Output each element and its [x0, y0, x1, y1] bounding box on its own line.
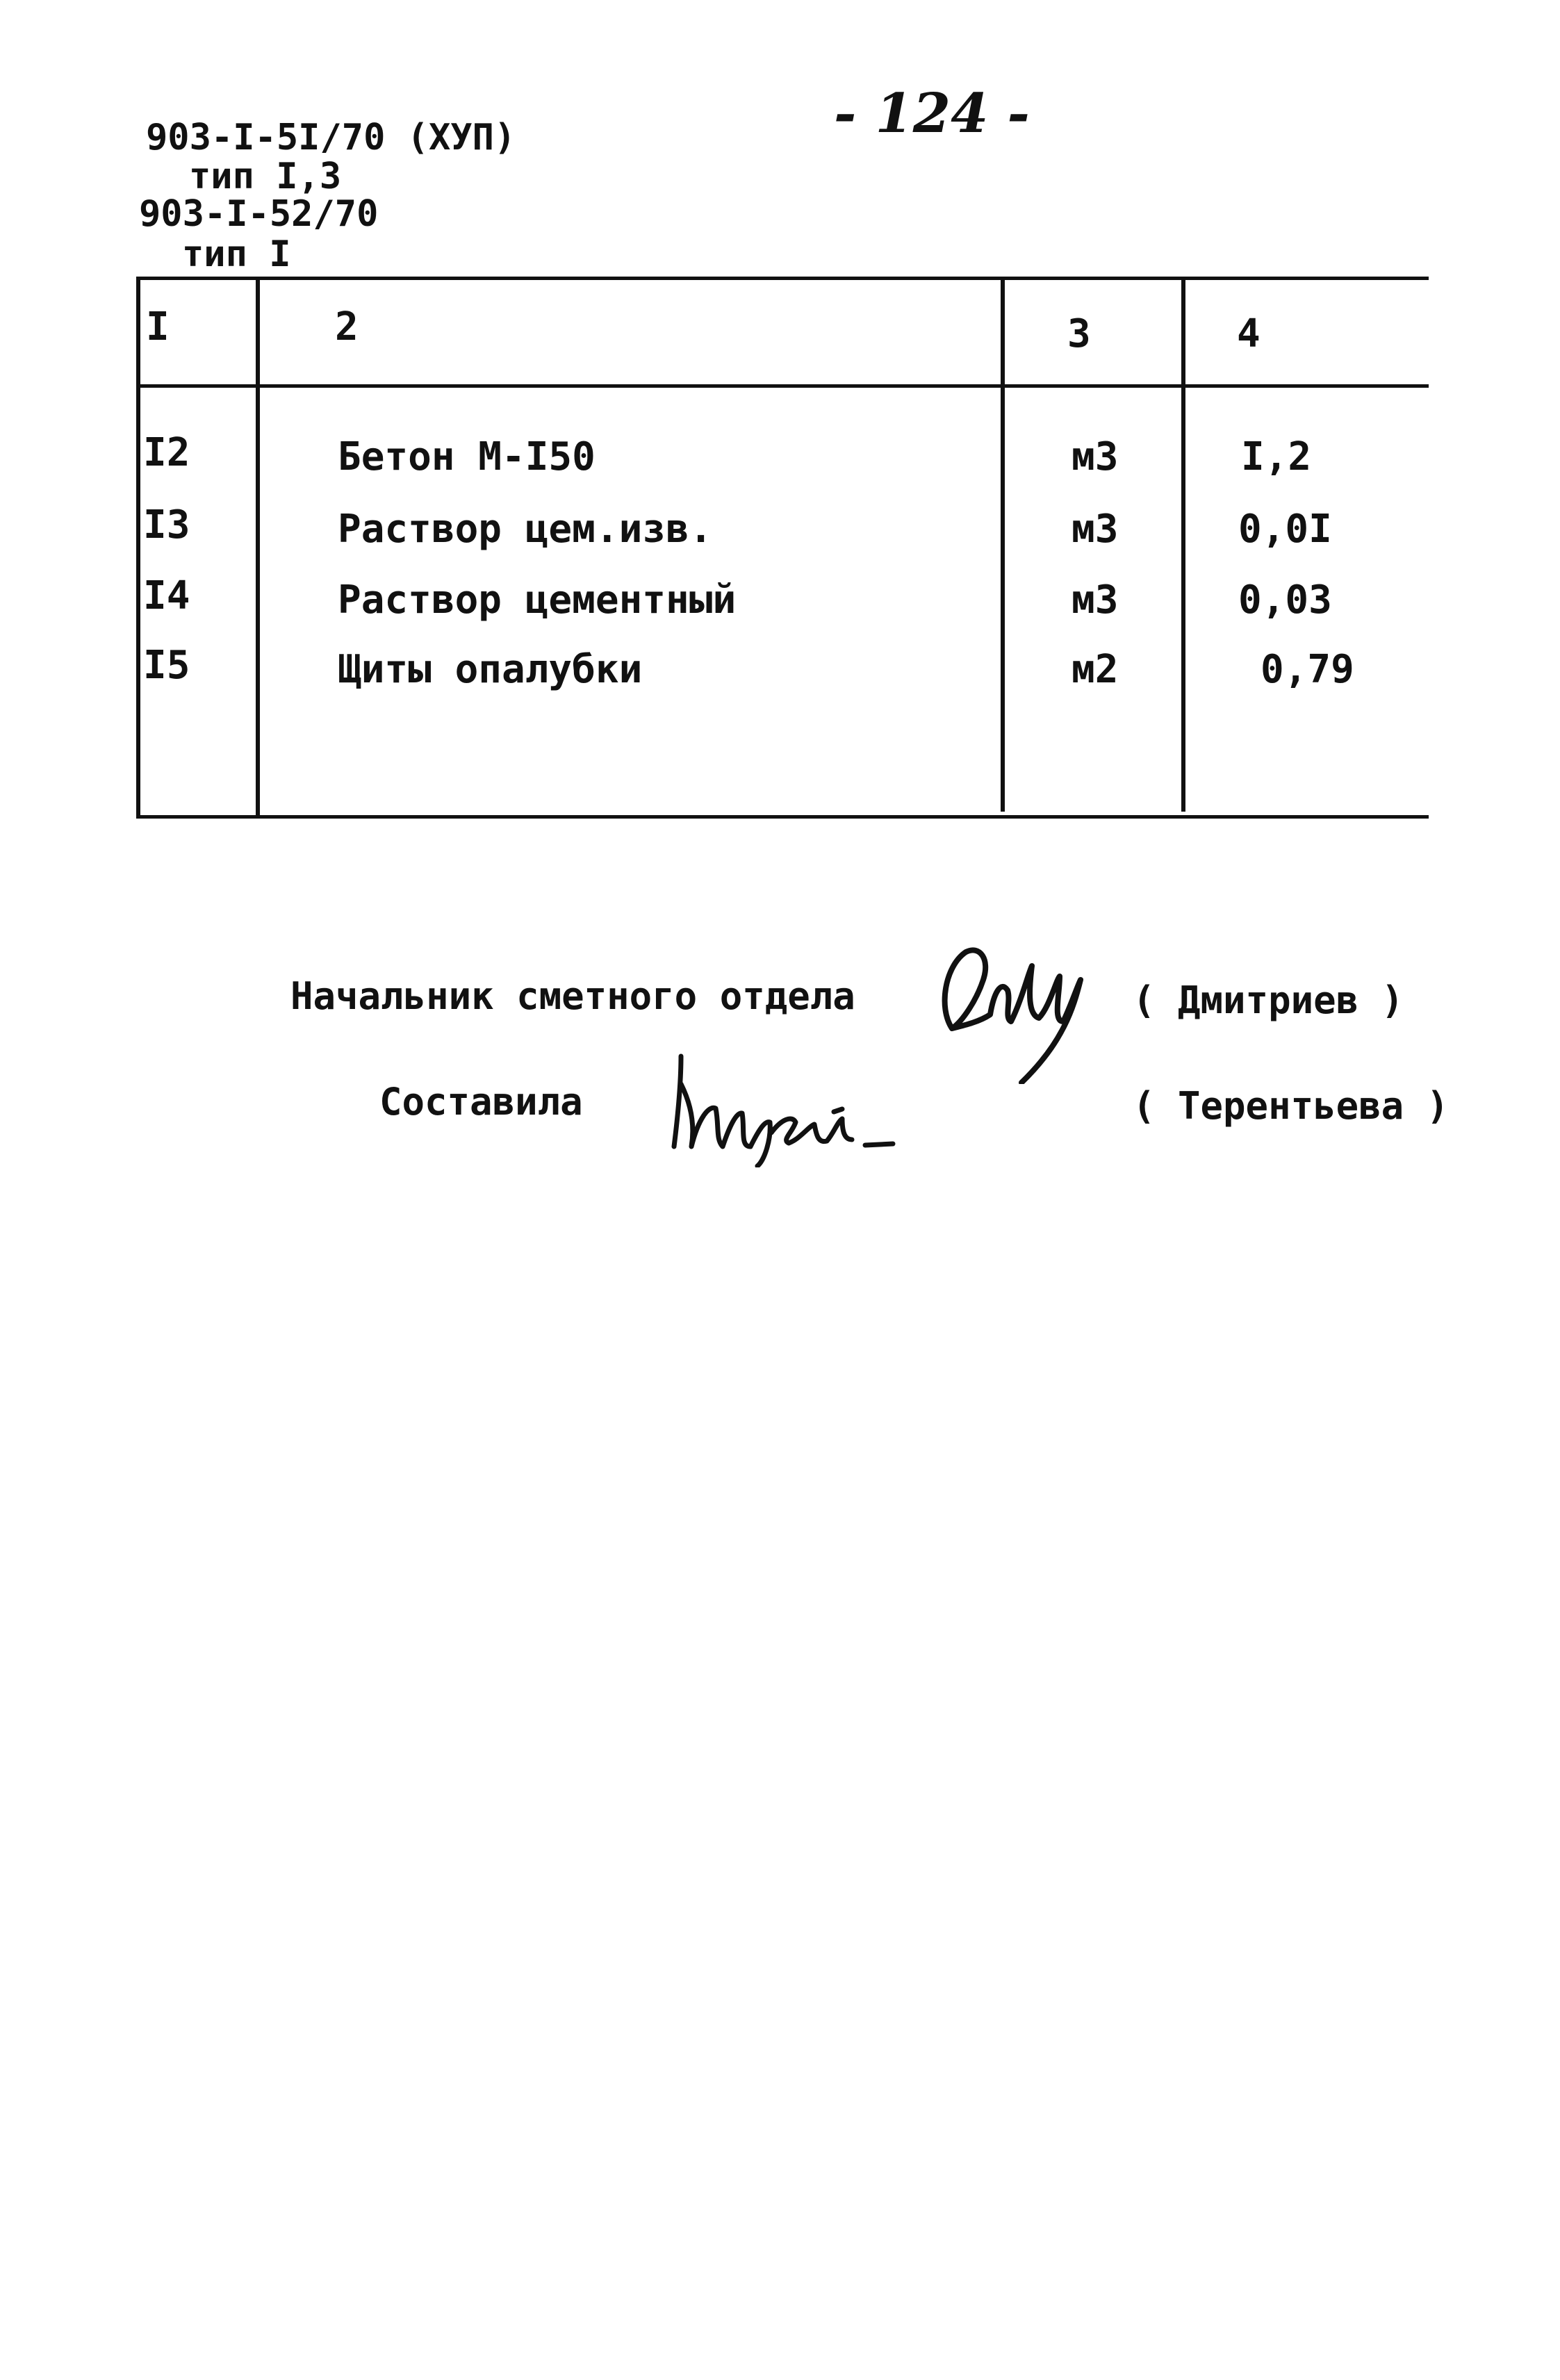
doc-type-2: тип I: [182, 233, 291, 275]
table-left-border: [136, 277, 140, 819]
row-quantity: 0,0I: [1238, 507, 1332, 552]
doc-code-1: 903-I-5I/70 (XУП): [146, 117, 516, 158]
chief-name: ( Дмитриев ): [1133, 978, 1404, 1022]
col-header-2: 2: [335, 304, 359, 350]
col-header-4: 4: [1237, 311, 1261, 356]
compiler-title: Составила: [379, 1080, 583, 1124]
doc-code-2: 903-I-52/70: [139, 193, 379, 235]
chief-signature: [924, 924, 1105, 1084]
doc-type-1: тип I,3: [189, 156, 342, 197]
col-divider-1: [256, 277, 260, 819]
row-number: I5: [143, 643, 190, 688]
row-quantity: 0,03: [1238, 577, 1332, 623]
col-divider-3: [1181, 277, 1185, 812]
col-header-1: I: [146, 304, 170, 350]
col-header-3: 3: [1067, 311, 1091, 356]
row-material: Раствор цементный: [338, 577, 737, 623]
row-material: Щиты опалубки: [338, 647, 643, 692]
row-material: Раствор цем.изв.: [338, 507, 713, 552]
table-bottom-rule: [136, 815, 1429, 819]
row-number: I3: [143, 502, 190, 548]
row-unit: м3: [1072, 507, 1119, 552]
page-number: - 124 -: [834, 82, 1030, 145]
compiler-signature: [660, 1042, 896, 1167]
compiler-name: ( Терентьева ): [1133, 1084, 1450, 1128]
materials-table: [136, 277, 1429, 819]
row-unit: м2: [1072, 647, 1119, 692]
row-number: I2: [143, 430, 190, 475]
table-header-rule: [136, 384, 1429, 388]
row-material: Бетон М-I50: [338, 434, 596, 479]
row-unit: м3: [1072, 434, 1119, 479]
col-divider-2: [1001, 277, 1005, 812]
row-quantity: I,2: [1241, 434, 1312, 479]
table-top-rule: [136, 277, 1429, 280]
row-quantity: 0,79: [1261, 647, 1354, 692]
row-unit: м3: [1072, 577, 1119, 623]
chief-title: Начальник сметного отдела: [290, 974, 855, 1018]
row-number: I4: [143, 573, 190, 618]
